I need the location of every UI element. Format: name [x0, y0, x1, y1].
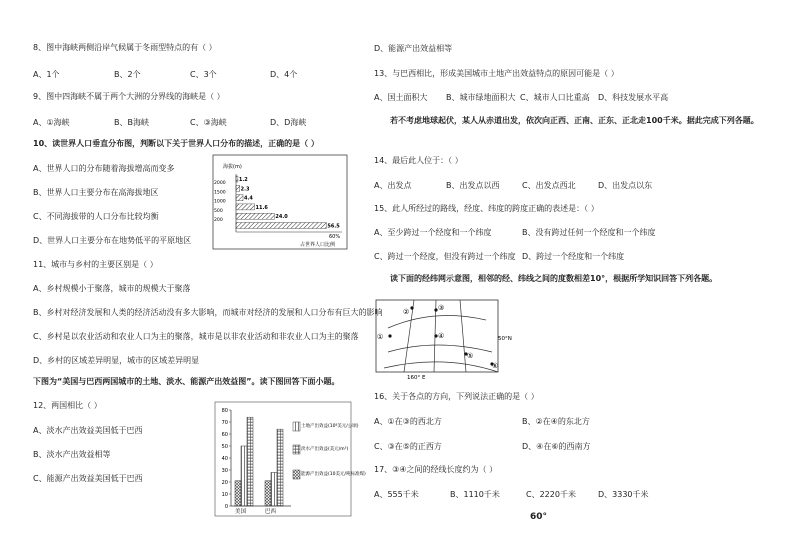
pop-bar-1	[236, 185, 240, 191]
q15-stem: 15、此人所经过的路线，经度、纬度的跨度正确的表述是：（ ）	[374, 204, 599, 213]
q16-option-c[interactable]: C、③在⑤的正西方	[374, 442, 442, 451]
q10-option-b[interactable]: B、世界人口主要分布在高海拔地区	[33, 188, 159, 197]
q17-option-b[interactable]: B、1110千米	[450, 490, 500, 499]
legend-swatch-water	[293, 445, 300, 454]
q16-option-b[interactable]: B、②在④的东北方	[522, 417, 590, 426]
bar-0-2	[235, 481, 241, 506]
q9-option-b[interactable]: B、B海峡	[114, 118, 149, 127]
legend-label-energy: 能源产出效益(10美元/吨标准煤)	[301, 472, 366, 477]
q8-option-a[interactable]: A、1个	[33, 70, 60, 79]
q14-option-c[interactable]: C、出发点西北	[522, 181, 576, 190]
q10-option-a[interactable]: A、世界人口的分布随着海拔增高而变多	[33, 164, 175, 173]
q15-option-b[interactable]: B、没有跨过任何一个经度和一个纬度	[522, 228, 656, 237]
q17-option-a[interactable]: A、555千米	[374, 490, 419, 499]
bar-0-0	[241, 446, 247, 506]
pop-alt-tick-4: 200	[214, 218, 223, 224]
pop-bar-value-1: 2.3	[240, 186, 250, 193]
q15-option-c[interactable]: C、跨过一个经度，但没有跨过一个纬度	[374, 252, 516, 261]
q12-option-b[interactable]: B、淡水产出效益相等	[33, 450, 111, 459]
pop-chart-xtick: 60%	[329, 234, 341, 240]
q14-stem: 14、最后此人位于：（ ）	[374, 156, 463, 165]
graticule-map	[374, 298, 524, 380]
footer-label: 60°	[530, 512, 548, 522]
q8-option-b[interactable]: B、2个	[114, 70, 141, 79]
q17-option-c[interactable]: C、2220千米	[526, 490, 576, 499]
pop-chart-xlabel: 占世界人口比例	[300, 242, 336, 248]
bar-1-0	[271, 472, 277, 506]
q8-option-c[interactable]: C、3个	[190, 70, 217, 79]
q9-option-c[interactable]: C、③海峡	[190, 118, 227, 127]
y-tick-label-8: 80	[221, 407, 228, 414]
q11-option-c[interactable]: C、乡村是以农业活动和农业人口为主的聚落，城市是以非农业活动和非农业人口为主的聚落	[33, 332, 359, 341]
q9-option-d[interactable]: D、D海峡	[270, 118, 307, 127]
q11-option-d[interactable]: D、乡村的区域差异明显，城市的区域差异明显	[33, 356, 200, 365]
bar-1-2	[265, 481, 271, 506]
q8-stem: 8、图中海峡两侧沿岸气候属于冬雨型特点的有（ ）	[33, 43, 217, 52]
pop-bar-value-5: 56.5	[327, 223, 340, 230]
q17-stem: 17、③④之间的经线长度约为（ ）	[374, 465, 498, 474]
pop-bar-value-2: 4.4	[244, 195, 253, 202]
category-label-usa: 美国	[235, 509, 247, 515]
q12-stem: 12、两国相比（ ）	[33, 401, 102, 410]
q10-option-d[interactable]: D、世界人口主要分布在地势低平的平原地区	[33, 236, 192, 245]
y-tick-label-2: 20	[221, 479, 228, 486]
q12-option-a[interactable]: A、淡水产出效益美国低于巴西	[33, 426, 143, 435]
q16-stem: 16、关于各点的方向，下列说法正确的是（ ）	[374, 392, 539, 401]
instruction-16-17: 读下面的经纬网示意图，相邻的经、纬线之间的度数相差10°，根据所学知识回答下列各题。	[390, 274, 718, 283]
pop-bar-2	[236, 195, 243, 201]
pop-bar-5	[236, 223, 326, 229]
q17-option-d[interactable]: D、3330千米	[598, 490, 649, 499]
q11-option-b[interactable]: B、乡村对经济发展和人类的经济活动没有多大影响，而城市对经济的发展和人口分布有巨大的影响	[33, 308, 383, 317]
legend-label-land: 土地产出效益(10⁸美元/公顷)	[301, 424, 359, 429]
map-point-5-label: ⑤	[467, 352, 474, 360]
q13-option-a[interactable]: A、国土面积大	[374, 93, 428, 102]
legend-label-water: 淡水产出效益(美元/m³)	[301, 447, 349, 452]
map-point-1-dot	[388, 334, 391, 337]
q13-stem: 13、与巴西相比，形成美国城市土地产出效益特点的原因可能是（ ）	[374, 69, 619, 78]
q16-option-a[interactable]: A、①在③的西北方	[374, 417, 442, 426]
y-tick-label-4: 40	[221, 455, 228, 462]
y-tick-label-5: 50	[221, 443, 228, 450]
pop-bar-value-0: 1.2	[238, 177, 248, 183]
instruction-14-15-line1: 若不考虑地球起伏，某人从赤道出发，依次向正西、正南、正东、正北走100千米。据此完成下列各题。	[390, 116, 759, 125]
pop-alt-tick-1: 1500	[214, 190, 226, 196]
q10-stem: 10、读世界人口垂直分布图，判断以下关于世界人口分布的描述，正确的是（ ）	[33, 139, 319, 148]
q12-option-c[interactable]: C、能源产出效益美国低于巴西	[33, 474, 143, 483]
lat-label: 50°N	[498, 336, 512, 342]
pop-bar-value-4: 24.0	[275, 214, 288, 221]
pop-alt-tick-3: 500	[214, 208, 223, 214]
pop-bar-value-3: 11.6	[255, 204, 268, 211]
pop-bar-4	[236, 213, 274, 219]
legend-swatch-energy	[293, 470, 300, 479]
bar-0-1	[247, 417, 253, 506]
y-tick-label-3: 30	[221, 467, 228, 474]
q10-option-c[interactable]: C、不同海拔带的人口分布比较均衡	[33, 212, 159, 221]
q16-option-d[interactable]: D、④在⑥的西南方	[522, 442, 591, 451]
map-point-1-label: ①	[377, 333, 384, 341]
pop-alt-tick-2: 1000	[214, 199, 226, 205]
y-tick-label-6: 60	[221, 431, 228, 438]
map-point-2-dot	[410, 306, 413, 309]
category-label-brazil: 巴西	[265, 509, 277, 515]
map-point-3-label: ③	[438, 304, 445, 312]
q15-option-a[interactable]: A、至少跨过一个经度和一个纬度	[374, 228, 492, 237]
q13-option-c[interactable]: C、城市人口比重高	[520, 93, 590, 102]
usa-brazil-efficiency-chart	[213, 400, 366, 518]
pop-bar-3	[236, 204, 255, 210]
q14-option-d[interactable]: D、出发点以东	[598, 181, 653, 190]
pop-bar-0	[236, 176, 238, 182]
q13-option-b[interactable]: B、城市绿地面积大	[446, 93, 516, 102]
pop-chart-title: 海拔(m)	[223, 164, 242, 170]
q14-option-a[interactable]: A、出发点	[374, 181, 412, 190]
q13-option-d[interactable]: D、科技发展水平高	[598, 93, 669, 102]
map-point-4-label: ④	[438, 332, 445, 340]
instruction-12-13: 下图为“美国与巴西两国城市的土地、淡水、能源产出效益图”。读下图回答下面小题。	[33, 377, 340, 386]
map-point-6-label: ⑥	[492, 362, 499, 370]
q9-option-a[interactable]: A、①海峡	[33, 118, 70, 127]
q15-option-d[interactable]: D、跨过一个经度和一个纬度	[522, 252, 625, 261]
q9-stem: 9、图中四海峡不属于两个大洲的分界线的海峡是（ ）	[33, 92, 225, 101]
y-tick-label-7: 70	[221, 419, 228, 426]
y-tick-label-0: 0	[224, 503, 228, 510]
q11-option-a[interactable]: A、乡村规模小于聚落，城市的规模大于聚落	[33, 284, 191, 293]
population-altitude-chart	[210, 152, 350, 252]
lon-label: 160° E	[407, 375, 426, 381]
map-point-2-label: ②	[403, 308, 410, 316]
pop-alt-tick-0: 2000	[214, 181, 226, 186]
legend-swatch-land	[293, 422, 300, 431]
q14-option-b[interactable]: B、出发点以西	[446, 181, 500, 190]
q11-stem: 11、城市与乡村的主要区别是（ ）	[33, 260, 158, 269]
y-tick-label-1: 10	[221, 491, 228, 498]
q8-option-d[interactable]: D、4个	[270, 70, 298, 79]
bar-1-1	[277, 429, 283, 506]
q12-option-d[interactable]: D、能源产出效益相等	[374, 44, 453, 53]
